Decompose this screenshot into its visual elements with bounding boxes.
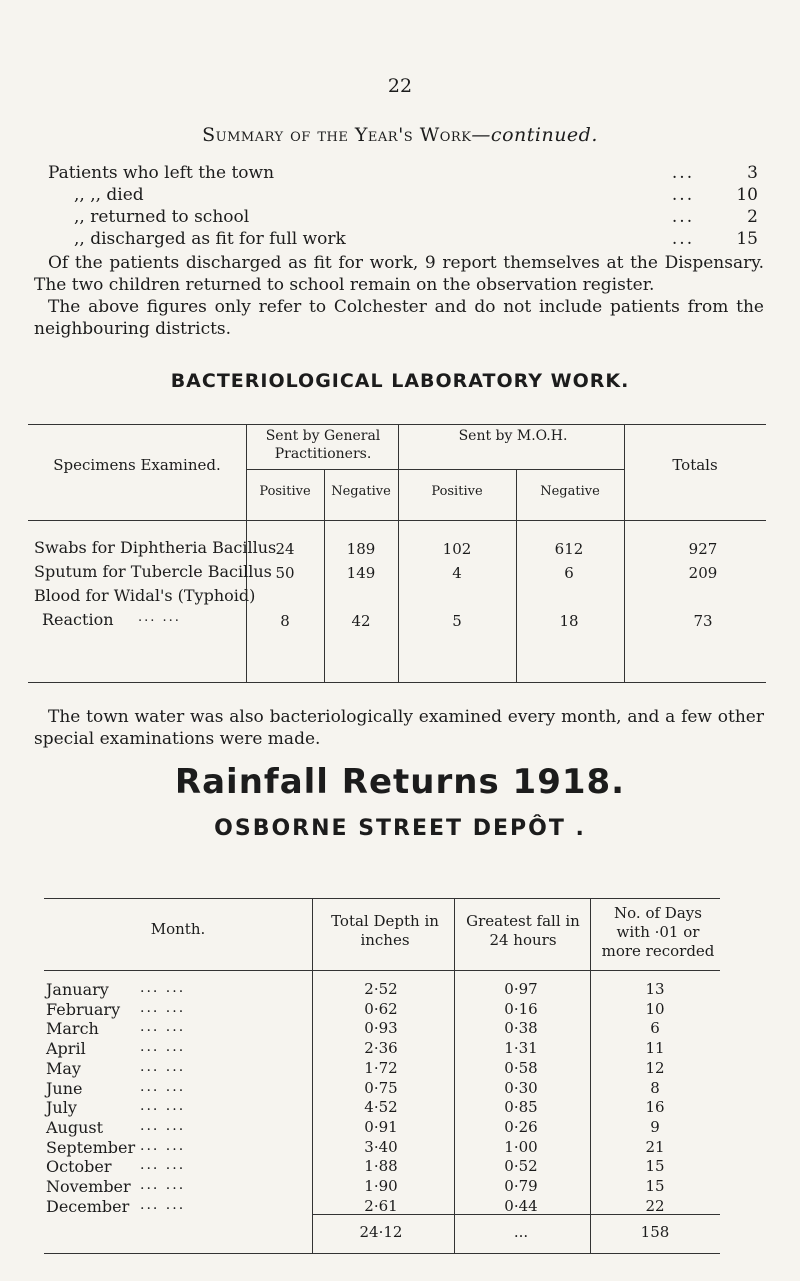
leader-dots: ... ... [140,1058,186,1075]
cell-greatest-fall: 0·38 [504,1019,538,1038]
patients-value: 3 [747,163,758,183]
cell-total-depth: 1·90 [364,1177,398,1195]
page-heading [0,124,800,146]
leader-dots: ... ... [138,610,181,625]
patients-label: Patients who left the town [48,163,275,183]
table-rule [28,520,766,521]
cell-greatest-fall: 0·58 [504,1058,538,1077]
table-rule [312,898,313,1253]
leader-dots: ... ... [140,1039,186,1056]
month-label: April [46,1039,86,1059]
cell-greatest-fall: 0·85 [504,1098,538,1117]
cell-greatest-fall: 1·00 [504,1137,538,1156]
month-label: November [46,1177,131,1196]
cell-greatest-fall: 0·30 [504,1078,538,1097]
cell-total-depth: 0·62 [364,999,398,1018]
leader-dots: ... ... [140,1196,186,1213]
patients-row [48,228,758,250]
cell-moh-negative: 18 [559,612,579,630]
col-greatest-fall: Greatest fall in 24 hours [466,912,580,949]
table-rule [28,424,766,425]
cell-moh-positive: 102 [442,540,472,558]
col-moh-positive: Positive [431,484,483,499]
leader-dots: ... ... [140,1117,186,1134]
row-label-diphtheria: Swabs for Diphtheria Bacillus [34,538,277,557]
table-rule [324,470,325,682]
cell-total-depth: 2·61 [364,1196,398,1215]
cell-gp-negative: 149 [346,564,376,582]
page-number: 22 [387,75,413,97]
total-depth: 24·12 [359,1223,403,1241]
cell-total: 927 [688,540,718,558]
leader-dots: ... [671,185,695,205]
cell-total-depth: 1·72 [364,1058,398,1077]
cell-total-depth: 4·52 [364,1098,398,1117]
cell-days-recorded: 16 [645,1098,665,1117]
rainfall-title: Rainfall Returns 1918. [174,762,626,802]
col-moh-negative: Negative [540,484,600,499]
cell-greatest-fall: 1·31 [504,1039,538,1058]
row-label-sputum: Sputum for Tubercle Bacillus [34,562,272,581]
cell-days-recorded: 21 [645,1137,665,1156]
leader-dots: ... ... [140,1137,186,1154]
cell-greatest-fall: 0·79 [504,1177,538,1195]
heading-main: Summary of the Year's Work [202,124,472,146]
cell-days-recorded: 9 [650,1117,660,1136]
patients-label: ,, returned to school [74,207,250,227]
rainfall-subtitle: OSBORNE STREET DEPÔT . [214,816,586,841]
month-label: June [46,1078,83,1098]
leader-dots: ... ... [140,980,186,996]
patients-label: ,, ,, died [74,185,144,205]
leader-dots: ... [671,163,695,183]
leader-dots: ... [671,229,695,249]
table-rule [44,970,720,971]
bacteriology-title: BACTERIOLOGICAL LABORATORY WORK. [170,370,630,392]
cell-days-recorded: 15 [645,1157,665,1176]
cell-days-recorded: 15 [645,1177,665,1195]
leader-dots: ... ... [140,1177,186,1193]
cell-moh-negative: 612 [554,540,584,558]
row-label-reaction: Reaction [42,610,114,629]
leader-dots: ... [671,207,695,227]
leader-dots: ... ... [140,1078,186,1095]
month-label: July [46,1098,77,1118]
heading-suffix: —continued. [471,124,598,146]
cell-moh-positive: 4 [452,564,462,582]
bacteriology-table [28,424,766,682]
month-label: January [46,980,109,999]
cell-days-recorded: 22 [645,1196,665,1215]
table-rule [398,424,399,682]
patients-value: 15 [736,229,758,249]
cell-total: 73 [693,612,713,630]
patients-row [48,206,758,228]
month-label: February [46,999,121,1019]
col-total-depth: Total Depth in inches [331,912,439,949]
month-label: March [46,1019,99,1039]
patients-list [48,162,758,250]
table-rule [28,682,766,683]
cell-total-depth: 2·36 [364,1039,398,1058]
total-days: 158 [640,1223,670,1241]
cell-days-recorded: 13 [645,980,665,998]
cell-total-depth: 1·88 [364,1157,398,1176]
cell-days-recorded: 8 [650,1078,660,1097]
cell-moh-positive: 5 [452,612,462,630]
month-label: May [46,1058,81,1078]
paragraph-discharged: Of the patients discharged as fit for work, 9 report themselves at the Dispensary. The two children returned to school remain on the observation register. [34,253,764,295]
cell-greatest-fall: 0·44 [504,1196,538,1215]
cell-total-depth: 0·75 [364,1078,398,1097]
cell-total-depth: 0·93 [364,1019,398,1038]
cell-greatest-fall: 0·26 [504,1117,538,1136]
month-label: August [46,1117,104,1137]
total-greatest: ... [513,1223,529,1241]
patients-row [48,184,758,206]
table-rule [44,1253,720,1254]
cell-total-depth: 3·40 [364,1137,398,1156]
cell-days-recorded: 10 [645,999,665,1018]
col-specimens: Specimens Examined. [53,456,221,474]
leader-dots: ... ... [140,1098,186,1115]
col-gp-positive: Positive [259,484,311,499]
cell-gp-positive: 8 [280,612,290,630]
patients-value: 10 [736,185,758,205]
table-rule [44,898,720,899]
col-gp-negative: Negative [331,484,391,499]
cell-days-recorded: 11 [645,1039,665,1058]
patients-label: ,, discharged as fit for full work [74,229,346,249]
cell-gp-positive: 50 [275,564,295,582]
table-rule [246,469,624,470]
leader-dots: ... ... [140,1157,186,1174]
cell-greatest-fall: 0·52 [504,1157,538,1176]
row-label-blood: Blood for Widal's (Typhoid) [34,586,256,605]
col-totals: Totals [672,456,718,474]
col-moh: Sent by M.O.H. [458,428,568,444]
leader-dots: ... ... [140,1019,186,1036]
patients-row [48,162,758,184]
month-label: December [46,1196,130,1216]
leader-dots: ... ... [140,999,186,1016]
col-days-recorded: No. of Days with ·01 or more recorded [601,904,715,960]
cell-gp-negative: 42 [351,612,371,630]
cell-gp-positive: 24 [275,540,295,558]
paragraph-water: The town water was also bacteriologically examined every month, and a few other special examinations were made. [34,707,764,749]
cell-gp-negative: 189 [346,540,376,558]
paragraph-colchester: The above figures only refer to Colchester and do not include patients from the neighbouring districts. [34,297,764,339]
rainfall-table [44,898,720,1253]
cell-days-recorded: 12 [645,1058,665,1077]
cell-total: 209 [688,564,718,582]
col-general-practitioners: Sent by General Practitioners. [265,428,381,462]
cell-total-depth: 2·52 [364,980,398,998]
cell-total-depth: 0·91 [364,1117,398,1136]
cell-greatest-fall: 0·97 [504,980,538,998]
month-label: October [46,1157,112,1177]
month-label: September [46,1137,136,1157]
col-month: Month. [150,920,206,938]
cell-moh-negative: 6 [564,564,574,582]
cell-days-recorded: 6 [650,1019,660,1038]
table-rule [454,898,455,1253]
table-rule [516,470,517,682]
cell-greatest-fall: 0·16 [504,999,538,1018]
table-rule [590,898,591,1253]
patients-value: 2 [747,207,758,227]
